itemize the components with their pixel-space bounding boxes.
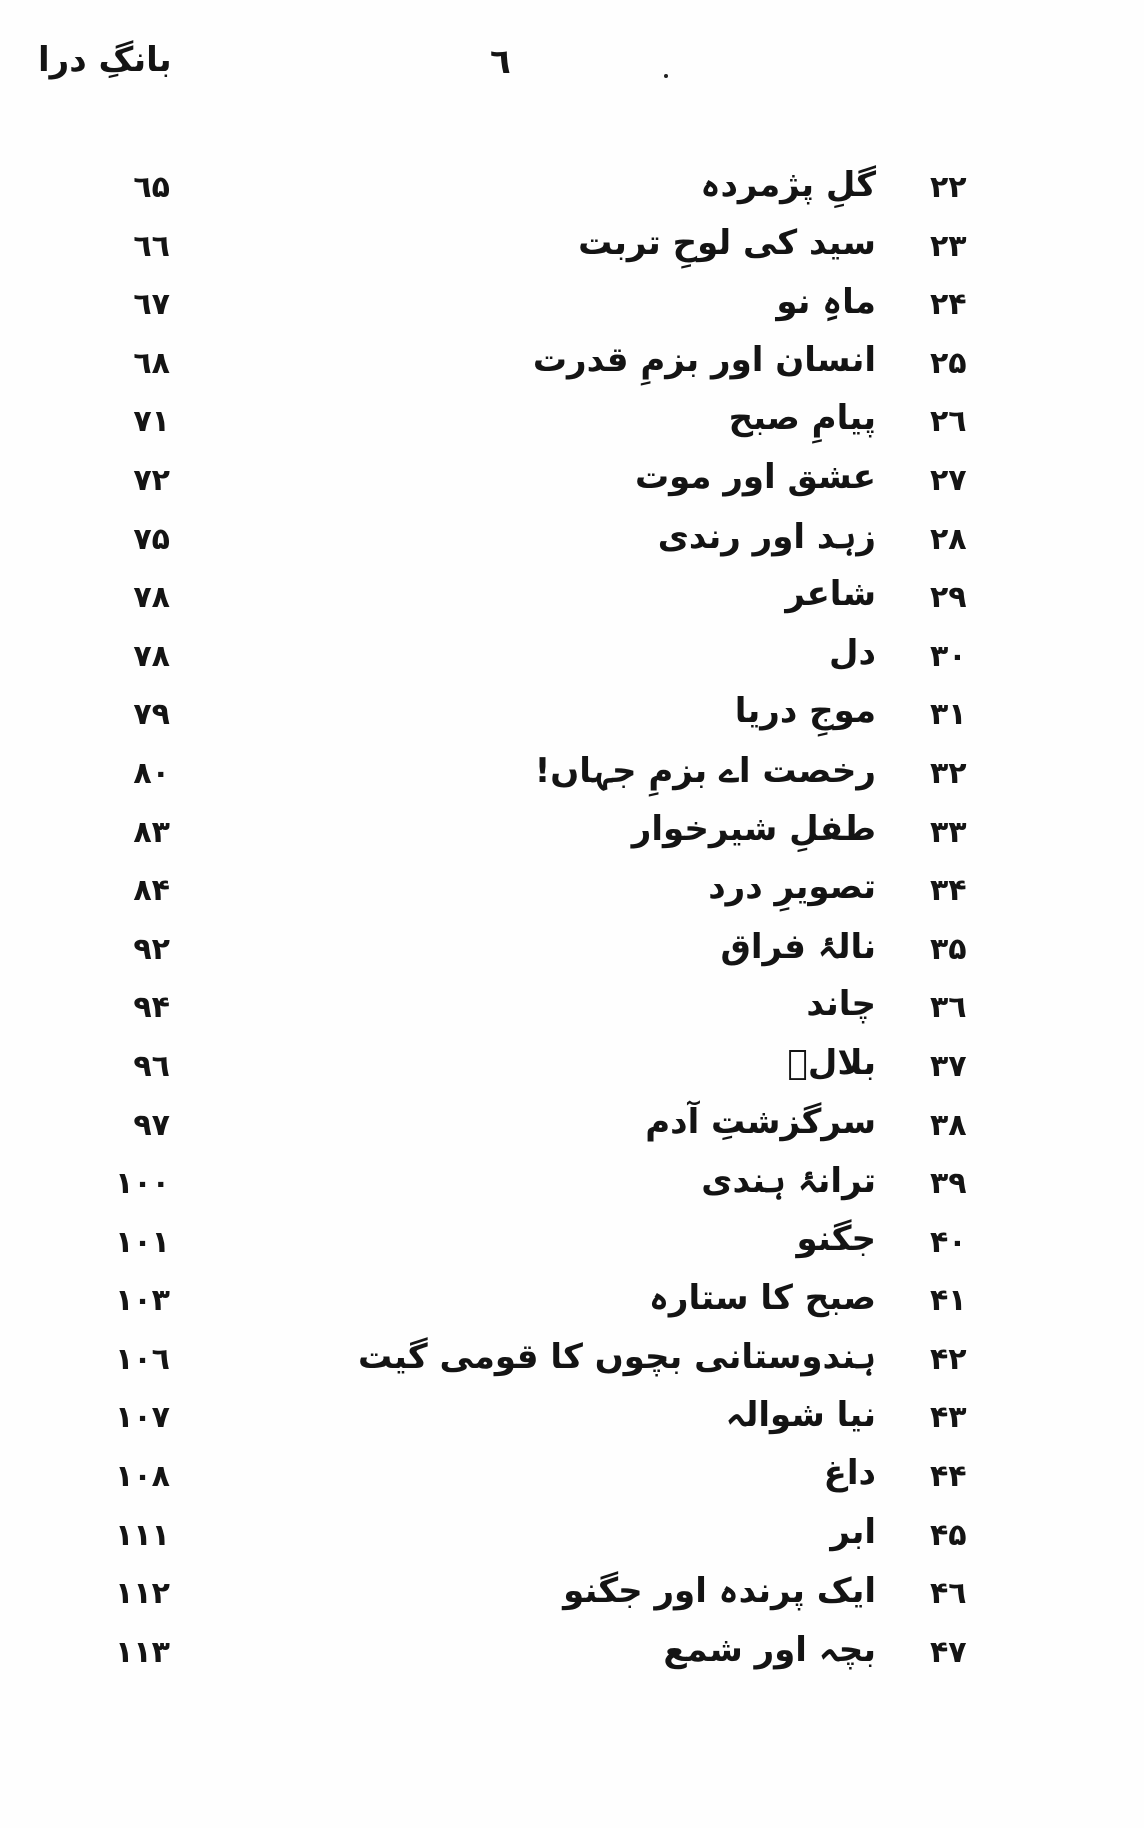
toc-entry <box>0 865 1144 924</box>
toc-entry-title: انسان اور بزمِ قدرت <box>532 339 876 380</box>
toc-entry <box>0 1100 1144 1159</box>
toc-entry-title: رخصت اے بزمِ جہاں! <box>534 750 876 791</box>
toc-entry-title: عشق اور موت <box>634 456 876 497</box>
toc-entry-title: چاند <box>806 984 876 1025</box>
toc-entry-page: ۹۲ <box>133 931 170 967</box>
toc-entry <box>0 1627 1144 1686</box>
toc-entry <box>0 748 1144 807</box>
toc-entry-page: ۱۰۸ <box>115 1459 170 1495</box>
toc-entry-number: ۲٦ <box>930 404 967 440</box>
toc-entry-number: ۲۳ <box>930 228 967 264</box>
toc-entry-number: ۲۴ <box>930 287 967 323</box>
toc-entry-title: ماہِ نو <box>776 282 876 323</box>
toc-entry-page: ٦۸ <box>133 345 170 381</box>
toc-entry-number: ۳۴ <box>930 873 967 909</box>
toc-entry-page: ۸۳ <box>133 814 170 850</box>
toc-entry-page: ٦۷ <box>133 287 170 323</box>
toc-entry-title: موجِ دریا <box>734 691 876 732</box>
toc-entry <box>0 1510 1144 1569</box>
toc-entry <box>0 396 1144 455</box>
toc-entry-title: زہد اور رندی <box>657 516 876 557</box>
toc-entry-title: ابر <box>830 1511 876 1552</box>
running-title: بانگِ درا <box>38 40 172 80</box>
toc-entry <box>0 1041 1144 1100</box>
toc-entry-number: ۴۵ <box>930 1517 967 1553</box>
toc-entry-page: ۱۰٦ <box>115 1341 170 1377</box>
toc-entry-title: شاعر <box>785 574 876 615</box>
toc-entry-page: ٦٦ <box>133 228 170 264</box>
toc-entry <box>0 1275 1144 1334</box>
toc-entry-page: ۱۰۱ <box>115 1224 170 1260</box>
toc-entry-page: ۱۰۷ <box>115 1400 170 1436</box>
toc-entry-page: ۷۵ <box>133 521 170 557</box>
toc-entry <box>0 1158 1144 1217</box>
toc-entry-title: پیامِ صبح <box>728 398 876 439</box>
toc-entry-number: ۳۷ <box>930 1048 967 1084</box>
toc-entry <box>0 221 1144 280</box>
toc-entry <box>0 1451 1144 1510</box>
toc-entry-title: دل <box>829 632 876 673</box>
toc-entry-title: ترانۂ ہندی <box>701 1161 876 1202</box>
toc-entry-page: ٦۵ <box>133 170 170 205</box>
toc-entry-title: ہندوستانی بچوں کا قومی گیت <box>358 1336 876 1377</box>
toc-entry-page: ۸۰ <box>133 755 170 791</box>
toc-entry-page: ۹٦ <box>133 1048 170 1084</box>
toc-entry <box>0 689 1144 748</box>
toc-entry <box>0 807 1144 866</box>
toc-entry-number: ۳۸ <box>930 1107 967 1143</box>
toc-entry-number: ۴٦ <box>930 1576 967 1612</box>
toc-entry <box>0 982 1144 1041</box>
toc-entry-page: ۷۱ <box>133 404 170 440</box>
toc-entry <box>0 1334 1144 1393</box>
toc-entry-page: ۱۰۰ <box>115 1166 170 1202</box>
toc-entry-title: سید کی لوحِ تربت <box>578 222 876 263</box>
toc-entry-title: ایک پرندہ اور جگنو <box>563 1571 876 1612</box>
toc-entry-number: ۴۱ <box>930 1283 967 1319</box>
toc-entry-number: ۲۸ <box>930 521 967 557</box>
toc-entry-page: ۱۱۱ <box>115 1517 170 1553</box>
toc-entry-number: ۳۳ <box>930 814 967 850</box>
table-of-contents <box>0 162 1144 1685</box>
toc-entry-page: ۷۸ <box>133 638 170 674</box>
toc-entry-number: ۳۲ <box>930 755 967 791</box>
toc-entry-page: ۱۱۳ <box>115 1634 170 1670</box>
toc-entry-number: ۴۲ <box>930 1341 967 1377</box>
toc-entry <box>0 572 1144 631</box>
toc-entry-title: داغ <box>823 1453 876 1494</box>
toc-entry <box>0 1217 1144 1276</box>
toc-entry-number: ۳۰ <box>930 638 967 674</box>
toc-entry-title: صبح کا ستارہ <box>648 1278 876 1319</box>
toc-entry <box>0 279 1144 338</box>
toc-entry-page: ۸۴ <box>133 873 170 909</box>
toc-entry-title: بلالؓ <box>787 1042 876 1083</box>
toc-entry <box>0 162 1144 221</box>
toc-entry-page: ۱۰۳ <box>115 1283 170 1319</box>
toc-entry-number: ۲۹ <box>930 580 967 616</box>
toc-entry <box>0 514 1144 573</box>
toc-entry <box>0 338 1144 397</box>
toc-entry-number: ۳٦ <box>930 990 967 1026</box>
toc-entry-page: ۷۲ <box>133 462 170 498</box>
toc-entry-number: ۳۵ <box>930 931 967 967</box>
toc-entry-number: ۲۲ <box>930 170 967 205</box>
toc-entry-number: ۳۹ <box>930 1166 967 1202</box>
toc-entry-page: ۹۷ <box>133 1107 170 1143</box>
toc-entry <box>0 924 1144 983</box>
toc-entry-title: گلِ پژمردہ <box>700 165 876 205</box>
toc-entry-number: ۴۰ <box>930 1224 967 1260</box>
toc-entry-page: ۱۱۲ <box>115 1576 170 1612</box>
toc-entry-title: تصویرِ درد <box>708 867 876 908</box>
toc-entry-title: بچہ اور شمع <box>663 1629 876 1670</box>
toc-entry-number: ۲۵ <box>930 345 967 381</box>
toc-entry-number: ۴۷ <box>930 1634 967 1670</box>
toc-entry-page: ۷۸ <box>133 580 170 616</box>
toc-entry <box>0 1568 1144 1627</box>
page-number: ٦ <box>490 42 511 82</box>
toc-entry-title: جگنو <box>796 1218 876 1259</box>
toc-entry-title: نیا شوالہ <box>725 1395 876 1436</box>
toc-entry <box>0 631 1144 690</box>
toc-entry-number: ۴۴ <box>930 1459 967 1495</box>
toc-entry-number: ۳۱ <box>930 697 967 733</box>
toc-entry <box>0 1392 1144 1451</box>
toc-entry-title: نالۂ فراق <box>720 926 876 967</box>
toc-entry-title: سرگزشتِ آدم <box>645 1101 876 1142</box>
print-speck <box>664 74 668 78</box>
toc-entry-number: ۲۷ <box>930 462 967 498</box>
toc-entry-page: ۷۹ <box>133 697 170 733</box>
toc-entry-number: ۴۳ <box>930 1400 967 1436</box>
toc-entry-page: ۹۴ <box>133 990 170 1026</box>
toc-entry-title: طفلِ شیرخوار <box>631 808 876 849</box>
toc-entry <box>0 455 1144 514</box>
